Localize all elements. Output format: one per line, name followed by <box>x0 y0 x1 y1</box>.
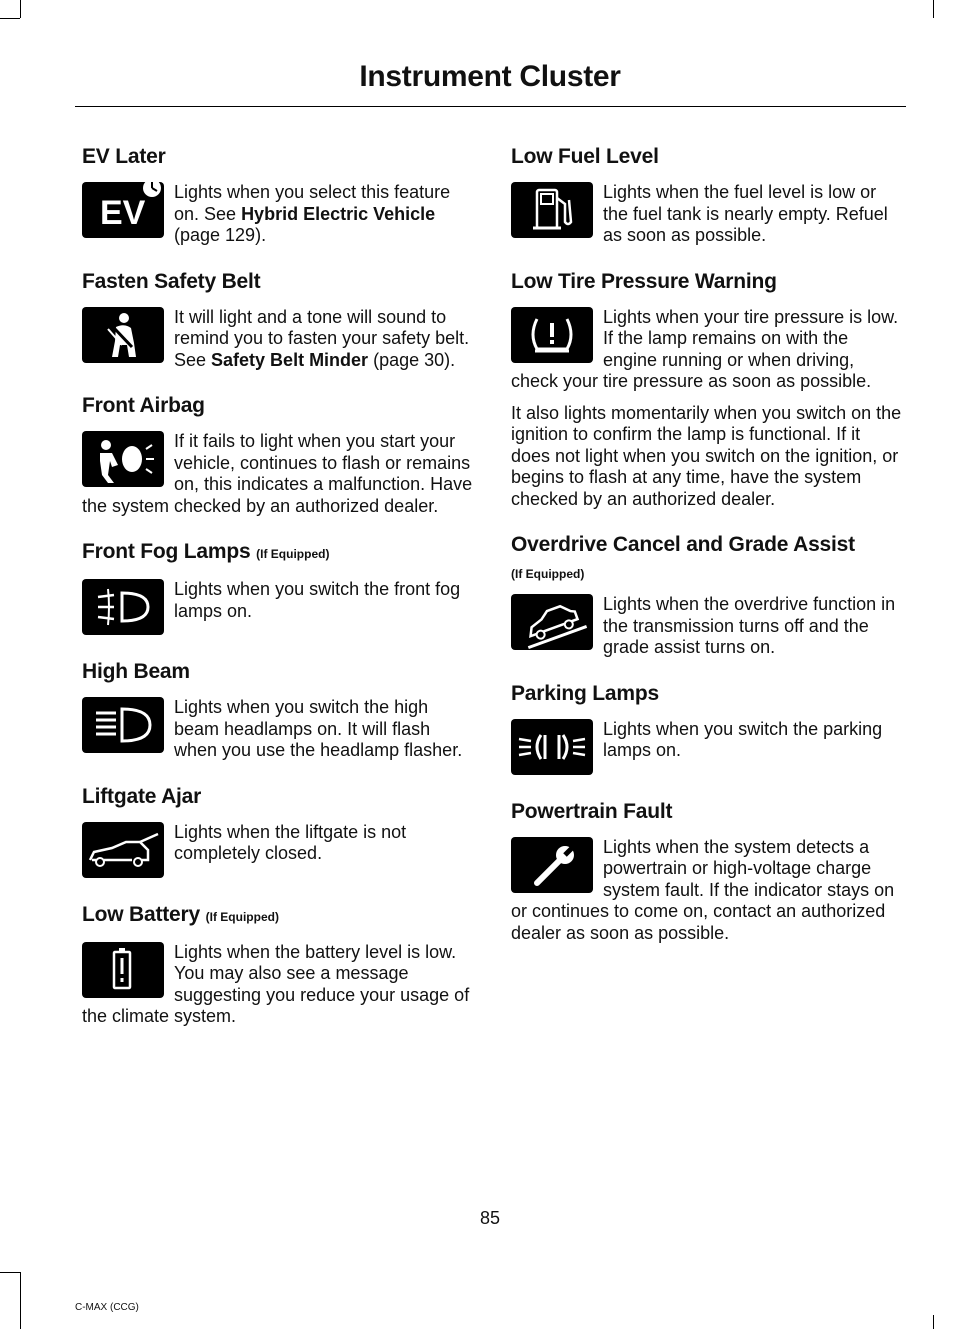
section-title: Parking Lamps <box>511 681 659 705</box>
tire-pressure-icon <box>511 307 593 363</box>
ev-later-icon <box>82 182 164 238</box>
right-column <box>511 144 903 966</box>
wrench-icon <box>511 837 593 893</box>
left-column <box>82 144 474 1050</box>
section-text: Lights when the fuel level is low or the fuel tank is nearly empty. Refuel as soon as possible. <box>603 182 888 245</box>
section-text: Lights when you select this feature on. See Hybrid Electric Vehicle (page 129). <box>174 182 451 245</box>
section-title: EV Later <box>82 145 166 168</box>
section-title: Powertrain Fault <box>511 799 673 823</box>
crop-mark <box>933 0 934 18</box>
section-title: Front Airbag <box>82 394 205 417</box>
page-title: Instrument Cluster <box>359 60 621 93</box>
section-title: Fasten Safety Belt <box>82 269 261 293</box>
section-text: Lights when the battery level is low. You may also see a message suggesting you reduce your usage of the climate system. <box>82 941 470 1026</box>
crop-mark <box>933 1315 934 1329</box>
section-front-airbag <box>82 393 474 517</box>
cross-reference: Hybrid Electric Vehicle <box>241 203 436 224</box>
section-overdrive-cancel <box>511 532 903 659</box>
section-title: Low Battery (If Equipped) <box>82 902 279 926</box>
crop-mark <box>20 0 21 18</box>
if-equipped-note: (If Equipped) <box>256 547 330 561</box>
section-text: Lights when you switch the parking lamps on. <box>603 718 883 760</box>
footer-model-code: C-MAX (CCG) <box>75 1302 139 1313</box>
page-number: 85 <box>479 1208 501 1228</box>
section-text: Lights when the system detects a powertrain or high-voltage charge system fault. If the indicator stays on or continues to come on, contact an authorized dealer as soon as possible. <box>511 836 895 943</box>
section-liftgate-ajar <box>82 784 474 880</box>
section-text: Lights when the overdrive function in the transmission turns off and the grade assist turns on. <box>603 594 896 657</box>
section-text: If it fails to light when you start your vehicle, continues to flash or remains on, this indicates a malfunction. Have the system checked by an authorized dealer. <box>82 431 473 516</box>
seatbelt-icon <box>82 307 164 363</box>
crop-mark <box>20 1272 21 1329</box>
section-fasten-belt <box>82 269 474 372</box>
fog-lamp-icon <box>82 579 164 635</box>
section-low-fuel <box>511 144 903 247</box>
parking-lamps-icon <box>511 719 593 775</box>
high-beam-icon <box>82 697 164 753</box>
section-text: Lights when you switch the high beam headlamps on. It will flash when you use the headlamp flasher. <box>174 697 463 760</box>
section-title: High Beam <box>82 660 190 683</box>
section-title: Low Tire Pressure Warning <box>511 269 777 293</box>
section-parking-lamps <box>511 681 903 777</box>
overdrive-cancel-icon <box>511 594 593 650</box>
section-text: It will light and a tone will sound to remind you to fasten your safety belt. See Safety Belt Minder (page 30). <box>174 306 470 370</box>
section-title: Overdrive Cancel and Grade Assist <box>511 533 855 556</box>
battery-warning-icon <box>82 942 164 998</box>
if-equipped-note: (If Equipped) <box>205 909 279 924</box>
section-low-battery <box>82 902 474 1028</box>
section-text: Lights when you switch the front fog lamps on. <box>174 579 461 621</box>
cross-reference: Safety Belt Minder <box>211 349 369 370</box>
airbag-icon <box>82 431 164 487</box>
section-high-beam <box>82 659 474 762</box>
fuel-pump-icon <box>511 182 593 238</box>
section-title: Low Fuel Level <box>511 145 659 168</box>
section-powertrain-fault <box>511 799 903 945</box>
section-title: Liftgate Ajar <box>82 784 202 808</box>
title-rule <box>75 106 906 107</box>
section-title: Front Fog Lamps (If Equipped) <box>82 540 330 563</box>
if-equipped-note: (If Equipped) <box>511 567 585 581</box>
crop-mark <box>0 1272 20 1273</box>
section-front-fog-lamps <box>82 539 474 637</box>
section-text: Lights when your tire pressure is low. If the lamp remains on with the engine running or when driving, check your tire pressure as soon as possible. <box>511 306 899 391</box>
section-text-extra: It also lights momentarily when you switch on the ignition to confirm the lamp is functional. If it does not light when you switch on the ignition, or begins to flash at any time, have the system checked by an authorized dealer. <box>511 402 902 509</box>
svg-text:EV: EV <box>100 194 146 232</box>
crop-mark <box>0 18 20 19</box>
section-ev-later <box>82 144 474 247</box>
section-text: Lights when the liftgate is not completely closed. <box>174 821 407 863</box>
liftgate-icon <box>82 822 164 878</box>
section-low-tire-pressure <box>511 269 903 511</box>
